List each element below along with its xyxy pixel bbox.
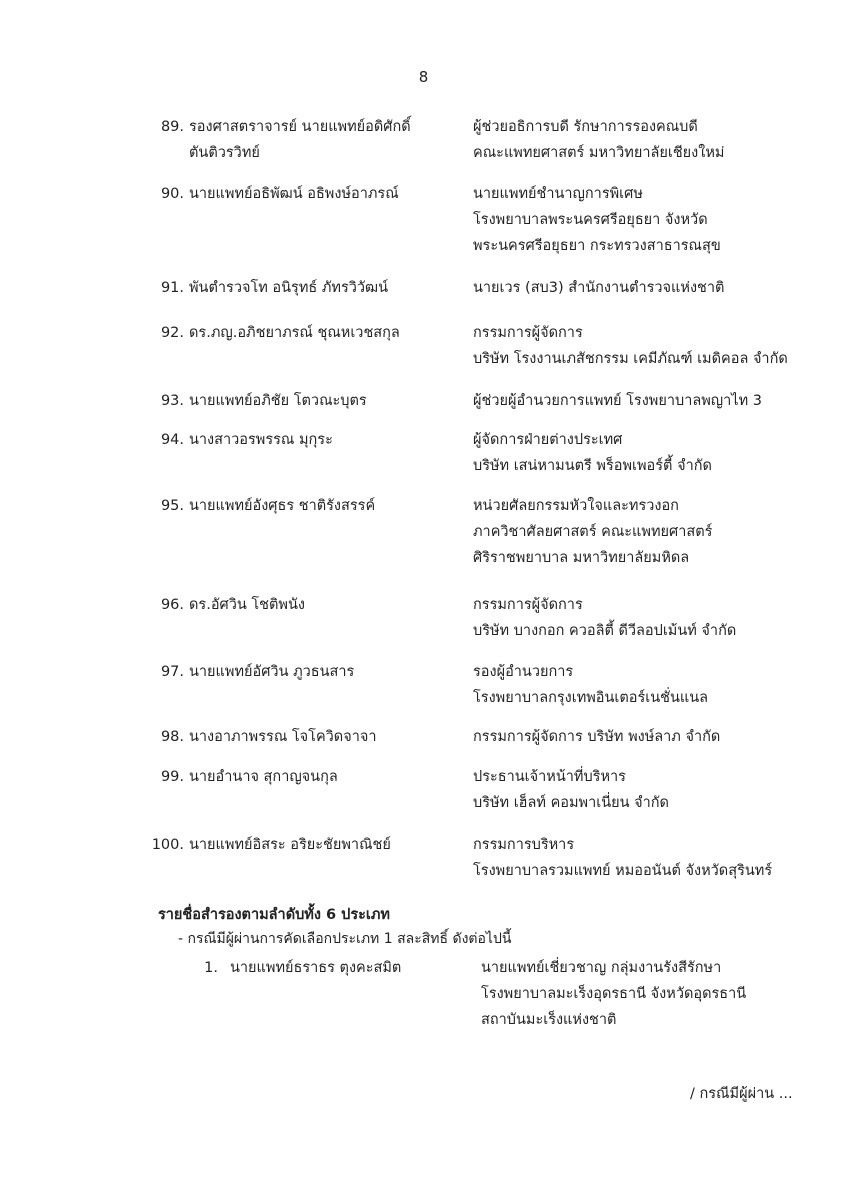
entry-name bbox=[189, 659, 459, 685]
entry-name bbox=[189, 493, 459, 519]
reserve-entry-position bbox=[481, 955, 821, 1033]
entry-number: 100. bbox=[151, 837, 184, 853]
entry-position-line: กรรมการผู้จัดการ bbox=[473, 597, 583, 613]
entry-position bbox=[473, 181, 833, 259]
entry-number: 90. bbox=[160, 186, 184, 202]
page-number: 8 bbox=[418, 68, 429, 86]
entry-number: 89. bbox=[160, 119, 184, 135]
entry-number: 94. bbox=[160, 432, 184, 448]
entry-name bbox=[189, 427, 459, 453]
entry-position bbox=[473, 832, 833, 884]
entry-name bbox=[189, 388, 459, 414]
entry-position-line: นายเวร (สบ3) สำนักงานตำรวจแห่งชาติ bbox=[473, 280, 725, 296]
entry-position-line: ผู้จัดการฝ่ายต่างประเทศ bbox=[473, 432, 623, 448]
entry-name-line: นางอาภาพรรณ โจโควิดจาจา bbox=[189, 729, 377, 745]
entry-position-line: บริษัท เสน่หามนตรี พร็อพเพอร์ตี้ จำกัด bbox=[473, 458, 712, 474]
entry-name-line: ดร.อัศวิน โชติพนัง bbox=[189, 597, 305, 613]
entry-number: 97. bbox=[160, 664, 184, 680]
entry-name-line: นางสาวอรพรรณ มุกุระ bbox=[189, 432, 333, 448]
entry-number: 99. bbox=[160, 769, 184, 785]
reserve-entry-name-line: นายแพทย์ธราธร ตุงคะสมิต bbox=[230, 960, 402, 976]
entry-number: 91. bbox=[160, 280, 184, 296]
entry-position-line: ภาควิชาศัลยศาสตร์ คณะแพทยศาสตร์ bbox=[473, 524, 713, 540]
entry-position-line: คณะแพทยศาสตร์ มหาวิทยาลัยเชียงใหม่ bbox=[473, 145, 725, 161]
reserve-section-subtitle: - กรณีมีผู้ผ่านการคัดเลือกประเภท 1 สละสิทธิ์ ดังต่อไปนี้ bbox=[178, 931, 512, 947]
entry-name-line: ดร.ภญ.อภิชยาภรณ์ ชุณหเวชสกุล bbox=[189, 325, 400, 341]
entry-position-line: พระนครศรีอยุธยา กระทรวงสาธารณสุข bbox=[473, 238, 721, 254]
entry-position bbox=[473, 764, 833, 816]
entry-position-line: โรงพยาบาลกรุงเทพอินเตอร์เนชั่นแนล bbox=[473, 690, 709, 706]
entry-position-line: บริษัท โรงงานเภสัชกรรม เคมีภัณฑ์ เมดิคอล จำกัด bbox=[473, 351, 788, 367]
entry-name-line: พันตำรวจโท อนิรุทธ์ ภัทรวิวัฒน์ bbox=[189, 280, 389, 296]
entry-position-line: โรงพยาบาลพระนครศรีอยุธยา จังหวัด bbox=[473, 212, 708, 228]
entry-position-line: ประธานเจ้าหน้าที่บริหาร bbox=[473, 769, 626, 785]
entry-position-line: บริษัท เฮ็ลท์ คอมพาเนี่ยน จำกัด bbox=[473, 795, 669, 811]
entry-name-line: นายแพทย์อัศวิน ภูวธนสาร bbox=[189, 664, 355, 680]
entry-position bbox=[473, 320, 833, 372]
entry-position bbox=[473, 659, 833, 711]
entry-name-line: รองศาสตราจารย์ นายแพทย์อดิศักดิ์ bbox=[189, 119, 411, 135]
entry-position-line: รองผู้อำนวยการ bbox=[473, 664, 574, 680]
reserve-entry-position-line: โรงพยาบาลมะเร็งอุดรธานี จังหวัดอุดรธานี bbox=[481, 986, 747, 1002]
entry-name-line: นายแพทย์อังศุธร ชาติรังสรรค์ bbox=[189, 498, 376, 514]
entry-position-line: ศิริราชพยาบาล มหาวิทยาลัยมหิดล bbox=[473, 550, 690, 566]
entry-position bbox=[473, 592, 833, 644]
reserve-entry-position-line: สถาบันมะเร็งแห่งชาติ bbox=[481, 1012, 617, 1028]
entry-position-line: นายแพทย์ชำนาญการพิเศษ bbox=[473, 186, 643, 202]
entry-position bbox=[473, 388, 833, 414]
entry-position bbox=[473, 427, 833, 479]
entry-name bbox=[189, 181, 459, 207]
entry-name bbox=[189, 764, 459, 790]
continuation-note: / กรณีมีผู้ผ่าน ... bbox=[690, 1086, 793, 1102]
reserve-entry-number: 1. bbox=[204, 960, 218, 976]
entry-number: 93. bbox=[160, 393, 184, 409]
entry-name bbox=[189, 724, 459, 750]
entry-position-line: ผู้ช่วยอธิการบดี รักษาการรองคณบดี bbox=[473, 119, 698, 135]
entry-position-line: ผู้ช่วยผู้อำนวยการแพทย์ โรงพยาบาลพญาไท 3 bbox=[473, 393, 762, 409]
reserve-entry-position-line: นายแพทย์เชี่ยวชาญ กลุ่มงานรังสีรักษา bbox=[481, 960, 722, 976]
entry-number: 98. bbox=[160, 729, 184, 745]
entry-name-line: นายแพทย์อิสระ อริยะชัยพาณิชย์ bbox=[189, 837, 391, 853]
entry-position-line: หน่วยศัลยกรรมหัวใจและทรวงอก bbox=[473, 498, 679, 514]
reserve-section-title: รายชื่อสำรองตามลำดับทั้ง 6 ประเภท bbox=[158, 907, 390, 923]
entry-name bbox=[189, 832, 459, 858]
entry-position-line: กรรมการผู้จัดการ บริษัท พงษ์ลาภ จำกัด bbox=[473, 729, 721, 745]
entry-position bbox=[473, 724, 833, 750]
entry-position bbox=[473, 493, 833, 571]
entry-position-line: กรรมการบริหาร bbox=[473, 837, 575, 853]
entry-position-line: บริษัท บางกอก ควอลิตี้ ดีวีลอปเม้นท์ จำกัด bbox=[473, 623, 737, 639]
reserve-entry-name bbox=[230, 955, 470, 981]
entry-number: 95. bbox=[160, 498, 184, 514]
entry-number: 96. bbox=[160, 597, 184, 613]
entry-position bbox=[473, 114, 833, 166]
entry-name-line: ตันติวรวิทย์ bbox=[189, 145, 260, 161]
entry-name bbox=[189, 275, 459, 301]
entry-position-line: โรงพยาบาลรวมแพทย์ หมออนันต์ จังหวัดสุรินทร์ bbox=[473, 863, 773, 879]
entry-name bbox=[189, 320, 459, 346]
entry-number: 92. bbox=[160, 325, 184, 341]
entry-name-line: นายแพทย์อภิชัย โตวณะบุตร bbox=[189, 393, 367, 409]
entry-name bbox=[189, 592, 459, 618]
entry-name-line: นายอำนาจ สุกาญจนกุล bbox=[189, 769, 338, 785]
entry-name bbox=[189, 114, 459, 166]
entry-position bbox=[473, 275, 833, 301]
entry-position-line: กรรมการผู้จัดการ bbox=[473, 325, 583, 341]
entry-name-line: นายแพทย์อธิพัฒน์ อธิพงษ์อาภรณ์ bbox=[189, 186, 399, 202]
